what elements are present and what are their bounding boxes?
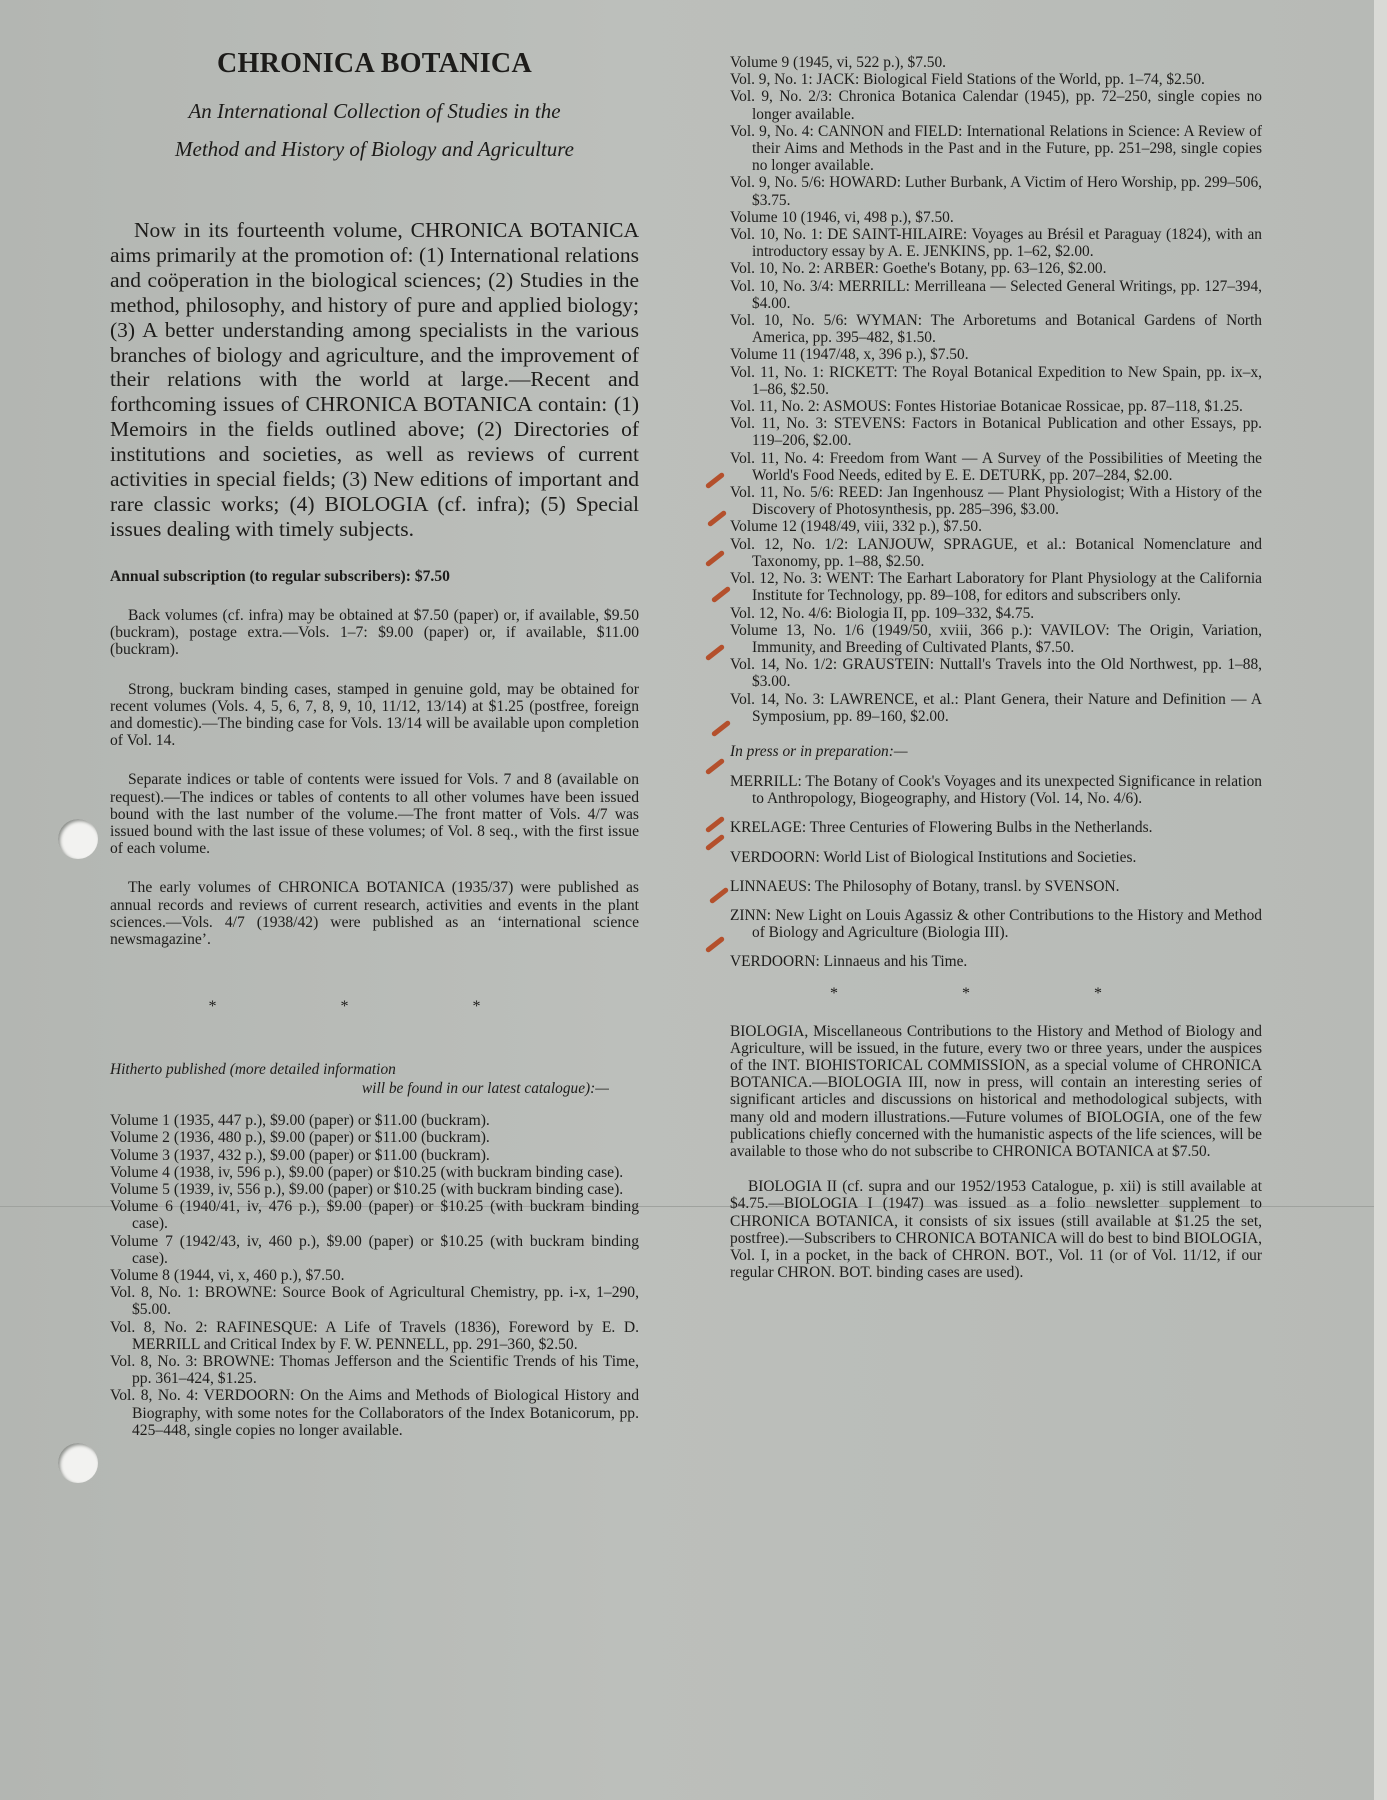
volume-entry: Vol. 12, No. 1/2: LANJOUW, SPRAGUE, et al.: Botanical Nomenclature and Taxonomy, pp. 1–88, $2.50. bbox=[730, 535, 1262, 570]
volume-entry: Volume 2 (1936, 480 p.), $9.00 (paper) or $11.00 (buckram). bbox=[110, 1129, 490, 1147]
red-check-mark bbox=[705, 758, 725, 775]
red-check-mark bbox=[705, 834, 725, 851]
volume-entry: Vol. 11, No. 5/6: REED: Jan Ingenhousz — Plant Physiologist; With a History of the Discovery of Photosynthesis, pp. 285–396, $3.00. bbox=[730, 484, 1262, 519]
volume-entry: Vol. 9, No. 1: JACK: Biological Field Stations of the World, pp. 1–74, $2.50. bbox=[730, 71, 1205, 89]
subtitle bbox=[110, 92, 639, 168]
in-press-list bbox=[730, 773, 1262, 971]
volume-entry: Volume 6 (1940/41, iv, 476 p.), $9.00 (paper) or $10.25 (with buckram binding case). bbox=[110, 1198, 639, 1233]
biologia-paragraph: BIOLOGIA, Miscellaneous Contributions to the History and Method of Biology and Agriculture, will be issued, in the future, every two or three years, under the auspices of the INT. BIOHISTORICAL COMMISSION, as a special volume of CHRONICA BOTANICA.—BIOLOGIA III, now in press, will contain an interesting series of significant articles and discussions on historical and methodological subjects, with many old and modern illustrations.—Future volumes of BIOLOGIA, one of the few publications chiefly concerned with the humanistic aspects of the life sciences, will be available to those who do not subscribe to CHRONICA BOTANICA at $7.50. bbox=[730, 1022, 1262, 1160]
red-check-mark bbox=[705, 816, 725, 833]
volume-entry: Vol. 9, No. 2/3: Chronica Botanica Calendar (1945), pp. 72–250, single copies no longer available. bbox=[730, 88, 1262, 123]
in-press-heading: In press or in preparation:— bbox=[730, 742, 908, 760]
biologia-availability-paragraph: BIOLOGIA II (cf. supra and our 1952/1953 Catalogue, p. xii) is still available at $4.75.—BIOLOGIA I (1947) was issued as a folio newsletter supplement to CHRONICA BOTANICA, it consists of six issues (still available at $1.25 the set, postfree).—Subscribers to CHRONICA BOTANICA will do best to bind BIOLOGIA, Vol. I, in a pocket, in the back of CHRON. BOT., Vol. 11 (or of Vol. 11/12, if our regular CHRON. BOT. binding cases are used). bbox=[730, 1178, 1262, 1282]
binding-cases-paragraph: Strong, buckram binding cases, stamped in genuine gold, may be obtained for recent volumes (Vols. 4, 5, 6, 7, 8, 9, 10, 11/12, 13/14) at $1.25 (postfree, foreign and domestic).—The binding case for Vols. 13/14 will be available upon completion of Vol. 14. bbox=[110, 680, 639, 750]
indices-paragraph: Separate indices or table of contents were issued for Vols. 7 and 8 (available on request).—The indices or tables of contents to all other volumes have been issued bound with the last number of the volume.—The front matter of Vols. 4/7 was issued bound with the last issue of these volumes; of Vol. 8 seq., with the first issue of each volume. bbox=[110, 771, 639, 858]
annual-subscription: Annual subscription (to regular subscribers): $7.50 bbox=[110, 567, 450, 585]
volume-entry: Volume 10 (1946, vi, 498 p.), $7.50. bbox=[730, 208, 954, 226]
volume-list bbox=[730, 54, 1262, 725]
volume-entry: Vol. 10, No. 2: ARBER: Goethe's Botany, pp. 63–126, $2.00. bbox=[730, 260, 1107, 278]
intro-paragraph: Now in its fourteenth volume, CHRONICA BOTANICA aims primarily at the promotion of: (1) International relations and coöperation in the biological sciences; (2) Studies in the method, philosophy, and history of pure and applied biology; (3) A better understanding among specialists in the various branches of biology and agriculture, and the improvement of their relations with the world at large.—Recent and forthcoming issues of CHRONICA BOTANICA contain: (1) Memoirs in the fields outlined above; (2) Directories of institutions and societies, as well as reviews of current activities in special fields; (3) New editions of important and rare classic works; (4) BIOLOGIA (cf. infra); (5) Special issues dealing with timely subjects. bbox=[110, 218, 639, 541]
volume-entry: Vol. 14, No. 3: LAWRENCE, et al.: Plant Genera, their Nature and Definition — A Symposium, pp. 89–160, $2.00. bbox=[730, 690, 1262, 725]
volume-entry: Volume 5 (1939, iv, 556 p.), $9.00 (paper) or $10.25 (with buckram binding case). bbox=[110, 1181, 624, 1199]
in-press-entry: LINNAEUS: The Philosophy of Botany, transl. by SVENSON. bbox=[730, 877, 1120, 895]
in-press-entry: KRELAGE: Three Centuries of Flowering Bulbs in the Netherlands. bbox=[730, 819, 1153, 837]
red-check-mark bbox=[705, 936, 725, 953]
in-press-entry: VERDOORN: Linnaeus and his Time. bbox=[730, 953, 968, 971]
volume-entry: Vol. 11, No. 2: ASMOUS: Fontes Historiae Botanicae Rossicae, pp. 87–118, $1.25. bbox=[730, 398, 1243, 416]
red-check-mark bbox=[709, 887, 729, 904]
red-check-mark bbox=[707, 510, 727, 527]
volume-entry: Vol. 12, No. 3: WENT: The Earhart Laboratory for Plant Physiology at the California Institute for Technology, pp. 89–108, for editors and subscribers only. bbox=[730, 570, 1262, 605]
volume-entry: Volume 8 (1944, vi, x, 460 p.), $7.50. bbox=[110, 1267, 345, 1285]
volume-entry: Volume 7 (1942/43, iv, 460 p.), $9.00 (paper) or $10.25 (with buckram binding case). bbox=[110, 1232, 639, 1267]
red-check-mark bbox=[711, 720, 731, 737]
volume-entry: Vol. 14, No. 1/2: GRAUSTEIN: Nuttall's Travels into the Old Northwest, pp. 1–88, $3.00. bbox=[730, 656, 1262, 691]
page-title: CHRONICA BOTANICA bbox=[217, 48, 532, 79]
volume-entry: Vol. 8, No. 2: RAFINESQUE: A Life of Travels (1836), Foreword by E. D. MERRILL and Critical Index by F. W. PENNELL, pp. 291–360, $2.50. bbox=[110, 1318, 639, 1353]
volume-entry: Vol. 10, No. 1: DE SAINT-HILAIRE: Voyages au Brésil et Paraguay (1824), with an introductory essay by A. E. JENKINS, pp. 1–62, $2.00. bbox=[730, 226, 1262, 261]
in-press-entry: VERDOORN: World List of Biological Institutions and Societies. bbox=[730, 848, 1137, 866]
volume-entry: Vol. 11, No. 4: Freedom from Want — A Survey of the Possibilities of Meeting the World's Food Needs, edited by E. E. DETURK, pp. 207–284, $2.00. bbox=[730, 449, 1262, 484]
volume-entry: Volume 13, No. 1/6 (1949/50, xviii, 366 p.): VAVILOV: The Origin, Variation, Immunity, and Breeding of Cultivated Plants, $7.50. bbox=[730, 621, 1262, 656]
volume-entry: Vol. 11, No. 1: RICKETT: The Royal Botanical Expedition to New Spain, pp. ix–x, 1–86, $2.50. bbox=[730, 363, 1262, 398]
volume-entry: Vol. 11, No. 3: STEVENS: Factors in Botanical Publication and other Essays, pp. 119–206, $2.00. bbox=[730, 415, 1262, 450]
volume-entry: Vol. 10, No. 3/4: MERRILL: Merrilleana — Selected General Writings, pp. 127–394, $4.00. bbox=[730, 277, 1262, 312]
volume-entry: Volume 11 (1947/48, x, 396 p.), $7.50. bbox=[730, 346, 969, 364]
volume-entry: Vol. 9, No. 5/6: HOWARD: Luther Burbank, A Victim of Hero Worship, pp. 299–506, $3.75. bbox=[730, 174, 1262, 209]
volume-entry: Volume 4 (1938, iv, 596 p.), $9.00 (paper) or $10.25 (with buckram binding case). bbox=[110, 1163, 624, 1181]
red-check-mark bbox=[711, 586, 731, 603]
volume-entry: Volume 9 (1945, vi, 522 p.), $7.50. bbox=[730, 54, 947, 71]
volume-entry: Vol. 8, No. 3: BROWNE: Thomas Jefferson and the Scientific Trends of his Time, pp. 361–424, $1.25. bbox=[110, 1353, 639, 1388]
volume-entry: Vol. 8, No. 4: VERDOORN: On the Aims and Methods of Biological History and Biography, with some notes for the Collaborators of the Index Botanicorum, pp. 425–448, single copies no longer available. bbox=[110, 1387, 639, 1439]
hitherto-line: will be found in our latest catalogue):— bbox=[361, 1080, 609, 1098]
subtitle-line: An International Collection of Studies in the bbox=[188, 99, 561, 123]
volume-list bbox=[110, 1112, 639, 1439]
in-press-entry: ZINN: New Light on Louis Agassiz & other Contributions to the History and Method of Biology and Agriculture (Biologia III). bbox=[730, 906, 1262, 942]
red-check-mark bbox=[705, 644, 725, 661]
early-volumes-paragraph: The early volumes of CHRONICA BOTANICA (1935/37) were published as annual records and reviews of current research, activities and events in the plant sciences.—Vols. 4/7 (1938/42) were published as an ‘international science newsmagazine’. bbox=[110, 879, 639, 949]
section-divider: * * * bbox=[208, 998, 541, 1016]
volume-entry: Vol. 9, No. 4: CANNON and FIELD: International Relations in Science: A Review of their Aims and Methods in the Past and in the Future, pp. 251–298, single copies no longer available. bbox=[730, 122, 1262, 175]
punch-hole bbox=[58, 1443, 98, 1483]
volume-entry: Volume 1 (1935, 447 p.), $9.00 (paper) or $11.00 (buckram). bbox=[110, 1112, 490, 1130]
hitherto-heading bbox=[110, 1060, 639, 1098]
volume-entry: Volume 12 (1948/49, viii, 332 p.), $7.50. bbox=[730, 518, 982, 536]
subtitle-line: Method and History of Biology and Agriculture bbox=[175, 137, 574, 161]
left-column bbox=[110, 48, 639, 1439]
in-press-entry: MERRILL: The Botany of Cook's Voyages and its unexpected Significance in relation to Anthropology, Biogeography, and History (Vol. 14, No. 4/6). bbox=[730, 772, 1262, 808]
punch-hole bbox=[58, 819, 98, 859]
red-check-mark bbox=[705, 472, 725, 489]
volume-entry: Volume 3 (1937, 432 p.), $9.00 (paper) or $11.00 (buckram). bbox=[110, 1146, 490, 1164]
volume-entry: Vol. 8, No. 1: BROWNE: Source Book of Agricultural Chemistry, pp. i-x, 1–290, $5.00. bbox=[110, 1284, 639, 1319]
back-volumes-paragraph: Back volumes (cf. infra) may be obtained at $7.50 (paper) or, if available, $9.50 (buckram), postage extra.—Vols. 1–7: $9.00 (paper) or, if available, $11.00 (buckram). bbox=[110, 606, 639, 659]
volume-entry: Vol. 12, No. 4/6: Biologia II, pp. 109–332, $4.75. bbox=[730, 604, 1035, 622]
section-divider: * * * bbox=[830, 984, 1162, 1002]
right-column bbox=[730, 54, 1262, 1281]
volume-entry: Vol. 10, No. 5/6: WYMAN: The Arboretums and Botanical Gardens of North America, pp. 395–482, $1.50. bbox=[730, 312, 1262, 347]
hitherto-line: Hitherto published (more detailed information bbox=[110, 1061, 396, 1079]
paper-edge bbox=[1374, 0, 1387, 1800]
red-check-mark bbox=[705, 550, 725, 567]
